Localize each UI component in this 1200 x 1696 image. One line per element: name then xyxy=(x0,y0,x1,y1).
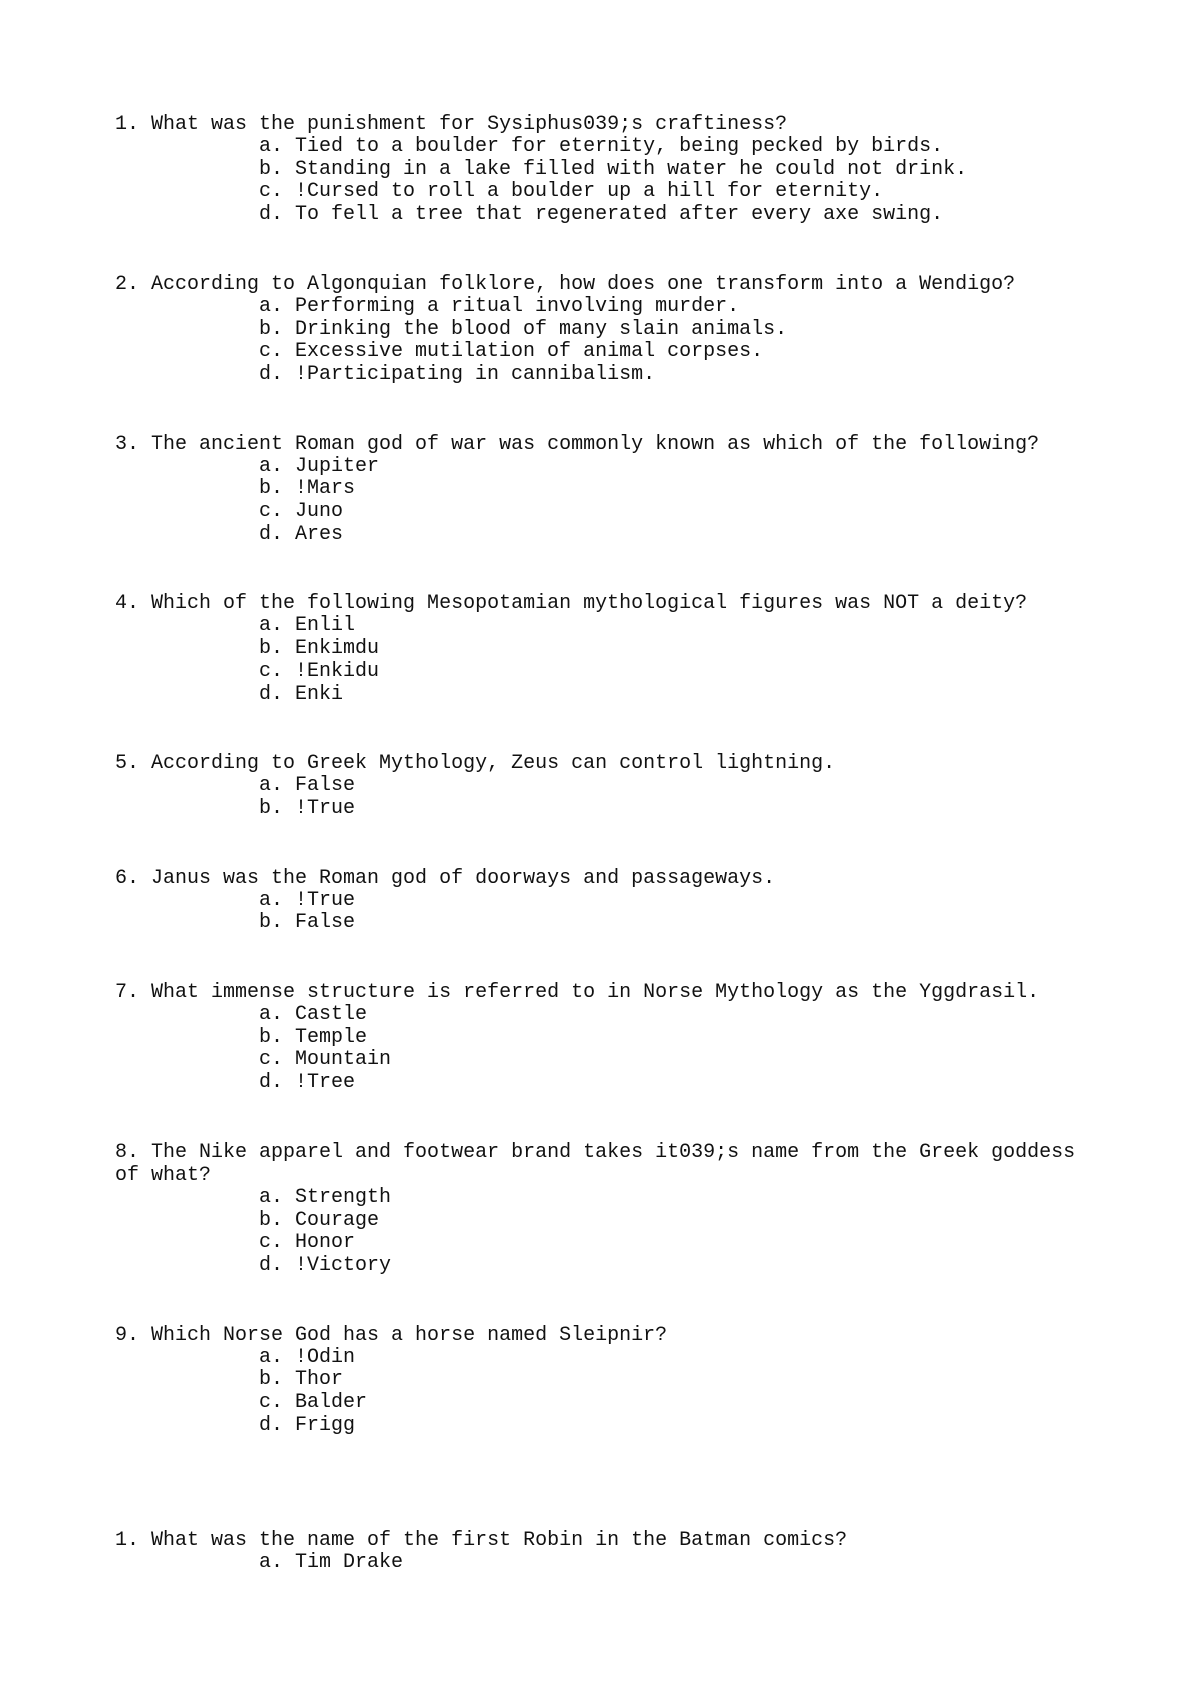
question-number: 9. xyxy=(115,1323,152,1347)
answer-option-a xyxy=(259,1347,1115,1370)
question-text: Which Norse God has a horse named Sleipnir? xyxy=(151,1323,668,1347)
question-text: According to Greek Mythology, Zeus can control lightning. xyxy=(151,752,836,776)
option-text: Strength xyxy=(295,1185,392,1209)
option-text: Juno xyxy=(295,500,344,524)
option-letter: c. xyxy=(259,340,296,364)
option-letter: c. xyxy=(259,1231,296,1255)
question-text: The Nike apparel and footwear brand takes it039;s name from the Greek goddess xyxy=(151,1140,1076,1164)
answer-option-a xyxy=(259,1004,1115,1027)
option-letter: a. xyxy=(259,1550,296,1574)
question-text: Which of the following Mesopotamian mythological figures was NOT a deity? xyxy=(151,592,1028,616)
answer-option-c xyxy=(259,661,1115,684)
option-text: !True xyxy=(295,796,356,820)
option-text: Tim Drake xyxy=(295,1550,404,1574)
option-letter: b. xyxy=(259,317,296,341)
answer-options xyxy=(115,890,1115,935)
answer-options xyxy=(115,1187,1115,1278)
answer-option-b xyxy=(259,319,1115,342)
option-text: Frigg xyxy=(295,1413,356,1437)
option-letter: c. xyxy=(259,500,296,524)
question-line xyxy=(115,1324,1115,1347)
answer-option-b xyxy=(259,1369,1115,1392)
answer-option-d xyxy=(259,204,1115,227)
question-line xyxy=(115,113,1115,136)
question-number: 7. xyxy=(115,981,152,1005)
option-letter: d. xyxy=(259,1071,296,1095)
question-number: 6. xyxy=(115,866,152,890)
option-letter: d. xyxy=(259,682,296,706)
option-text: !Cursed to roll a boulder up a hill for eternity. xyxy=(295,180,884,204)
option-text: Tied to a boulder for eternity, being pecked by birds. xyxy=(295,135,944,158)
answer-option-d xyxy=(259,1072,1115,1095)
answer-option-d xyxy=(259,364,1115,387)
option-text: Thor xyxy=(295,1368,344,1392)
question-2 xyxy=(115,273,1115,387)
answer-option-c xyxy=(259,341,1115,364)
option-letter: b. xyxy=(259,796,296,820)
answer-option-a xyxy=(259,296,1115,319)
option-text: !Odin xyxy=(295,1345,356,1369)
option-letter: d. xyxy=(259,1253,296,1277)
option-letter: b. xyxy=(259,911,296,935)
answer-option-a xyxy=(259,1187,1115,1210)
question-8 xyxy=(115,1141,1115,1278)
answer-option-b xyxy=(259,1027,1115,1050)
option-letter: a. xyxy=(259,294,296,318)
option-text: !Mars xyxy=(295,477,356,501)
answer-option-b xyxy=(259,798,1115,821)
answer-option-d xyxy=(259,524,1115,547)
question-number: 1. xyxy=(115,113,152,136)
answer-options xyxy=(115,1347,1115,1438)
option-text: Jupiter xyxy=(295,454,380,478)
question-line xyxy=(115,273,1115,296)
question-number: 1. xyxy=(115,1528,152,1552)
answer-option-b xyxy=(259,638,1115,661)
question-line xyxy=(115,867,1115,890)
answer-option-a xyxy=(259,136,1115,159)
question-text: What immense structure is referred to in Norse Mythology as the Yggdrasil. xyxy=(151,981,1040,1005)
question-line xyxy=(115,1141,1115,1164)
answer-option-b xyxy=(259,159,1115,182)
question-6 xyxy=(115,867,1115,935)
option-text: Ares xyxy=(295,522,344,546)
option-letter: c. xyxy=(259,180,296,204)
question-number: 4. xyxy=(115,592,152,616)
option-text: Balder xyxy=(295,1391,368,1415)
answer-option-c xyxy=(259,1232,1115,1255)
option-letter: b. xyxy=(259,477,296,501)
question-line xyxy=(115,981,1115,1004)
answer-option-a xyxy=(259,775,1115,798)
question-text: According to Algonquian folklore, how does one transform into a Wendigo? xyxy=(151,272,1016,296)
option-letter: a. xyxy=(259,1345,296,1369)
question-text: What was the name of the first Robin in the Batman comics? xyxy=(151,1528,848,1552)
option-text: Enlil xyxy=(295,614,356,638)
option-text: Honor xyxy=(295,1231,356,1255)
question-1 xyxy=(115,113,1115,227)
answer-option-c xyxy=(259,1392,1115,1415)
option-letter: a. xyxy=(259,1003,296,1027)
question-number: 2. xyxy=(115,272,152,296)
question-number: 5. xyxy=(115,752,152,776)
option-text: Performing a ritual involving murder. xyxy=(295,294,740,318)
question-number: 3. xyxy=(115,432,152,456)
option-text: Enkimdu xyxy=(295,637,380,661)
answer-option-a xyxy=(259,456,1115,479)
option-letter: a. xyxy=(259,774,296,798)
question-number: 8. xyxy=(115,1140,152,1164)
question-text: What was the punishment for Sysiphus039;s craftiness? xyxy=(151,113,788,136)
option-text: !Tree xyxy=(295,1071,356,1095)
question-text: The ancient Roman god of war was commonly known as which of the following? xyxy=(151,432,1040,456)
answer-options xyxy=(115,296,1115,387)
option-text: !Victory xyxy=(295,1253,392,1277)
option-text: False xyxy=(295,911,356,935)
option-text: !Enkidu xyxy=(295,659,380,683)
option-text: To fell a tree that regenerated after every axe swing. xyxy=(295,203,944,227)
option-letter: a. xyxy=(259,135,296,158)
answer-option-d xyxy=(259,1255,1115,1278)
option-text: Mountain xyxy=(295,1048,392,1072)
question-7 xyxy=(115,981,1115,1095)
option-letter: b. xyxy=(259,1208,296,1232)
question-line xyxy=(115,752,1115,775)
option-letter: b. xyxy=(259,1368,296,1392)
option-text: Drinking the blood of many slain animals. xyxy=(295,317,788,341)
answer-options xyxy=(115,615,1115,706)
answer-option-a xyxy=(259,890,1115,913)
option-letter: d. xyxy=(259,203,296,227)
answer-option-c xyxy=(259,501,1115,524)
answer-options xyxy=(115,136,1115,227)
answer-options xyxy=(115,775,1115,820)
option-letter: c. xyxy=(259,1048,296,1072)
question-line xyxy=(115,592,1115,615)
answer-options xyxy=(115,1552,1115,1575)
question-9 xyxy=(115,1324,1115,1438)
option-text: !True xyxy=(295,888,356,912)
answer-option-d xyxy=(259,1415,1115,1438)
question-5 xyxy=(115,752,1115,820)
answer-option-c xyxy=(259,181,1115,204)
option-letter: a. xyxy=(259,454,296,478)
option-letter: d. xyxy=(259,522,296,546)
option-letter: d. xyxy=(259,362,296,386)
answer-option-b xyxy=(259,478,1115,501)
question-10 xyxy=(115,1529,1115,1575)
option-letter: a. xyxy=(259,888,296,912)
option-letter: b. xyxy=(259,1025,296,1049)
option-text: Courage xyxy=(295,1208,380,1232)
option-text: Excessive mutilation of animal corpses. xyxy=(295,340,764,364)
answer-options xyxy=(115,1004,1115,1095)
question-text: Janus was the Roman god of doorways and passageways. xyxy=(151,866,776,890)
option-text: False xyxy=(295,774,356,798)
question-text-continued: of what? xyxy=(115,1163,212,1187)
answer-options xyxy=(115,456,1115,547)
answer-option-d xyxy=(259,684,1115,707)
answer-option-a xyxy=(259,1552,1115,1575)
question-line xyxy=(115,1529,1115,1552)
option-letter: c. xyxy=(259,1391,296,1415)
option-text: Castle xyxy=(295,1003,368,1027)
option-letter: c. xyxy=(259,659,296,683)
question-4 xyxy=(115,592,1115,706)
option-letter: a. xyxy=(259,1185,296,1209)
question-3 xyxy=(115,433,1115,547)
answer-option-b xyxy=(259,1210,1115,1233)
answer-option-b xyxy=(259,912,1115,935)
option-letter: d. xyxy=(259,1413,296,1437)
question-line xyxy=(115,433,1115,456)
option-text: Enki xyxy=(295,682,344,706)
answer-option-a xyxy=(259,615,1115,638)
option-letter: b. xyxy=(259,157,296,181)
option-letter: a. xyxy=(259,614,296,638)
option-text: Temple xyxy=(295,1025,368,1049)
option-text: !Participating in cannibalism. xyxy=(295,362,656,386)
answer-option-c xyxy=(259,1049,1115,1072)
option-letter: b. xyxy=(259,637,296,661)
option-text: Standing in a lake filled with water he could not drink. xyxy=(295,157,968,181)
quiz-document xyxy=(115,113,1115,1620)
